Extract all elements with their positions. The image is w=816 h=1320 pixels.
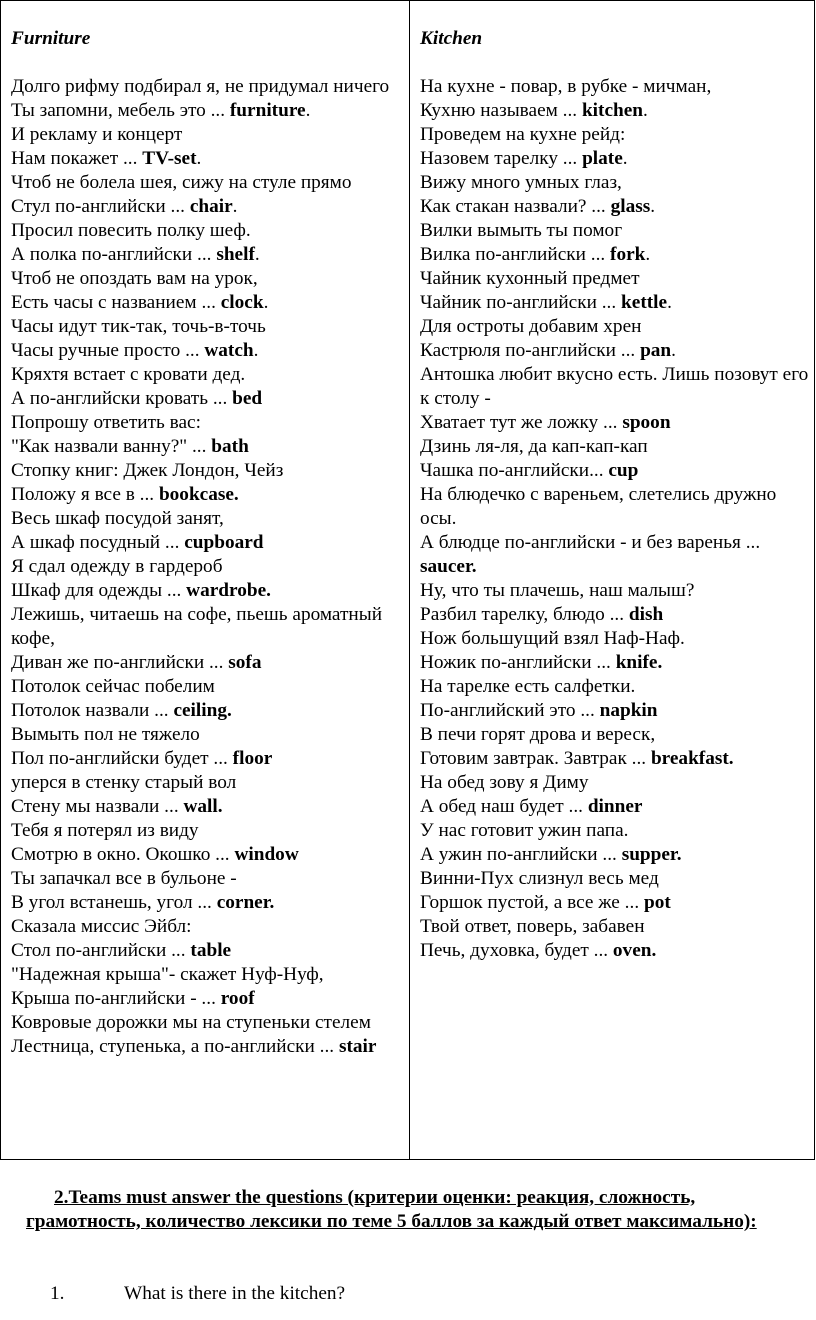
line-text: Для остроты добавим хрен (420, 316, 642, 337)
kitchen-poem-line (420, 939, 814, 963)
english-word: cupboard (184, 532, 264, 553)
english-word: oven. (612, 940, 657, 961)
line-text: Стол по-английски ... (11, 940, 191, 961)
line-text: На тарелке есть салфетки. (420, 676, 636, 697)
line-text: Я сдал одежду в гардероб (11, 556, 223, 577)
line-text: Шкаф для одежды ... (11, 580, 187, 601)
english-word: bath (211, 436, 249, 457)
kitchen-poem-line (420, 123, 814, 147)
furniture-poem-line (11, 99, 409, 123)
furniture-poem-line (11, 195, 409, 219)
kitchen-poem-line (420, 747, 814, 771)
line-text: Назовем тарелку ... (420, 148, 583, 169)
kitchen-poem-line (420, 819, 814, 843)
line-text: Кряхтя встает с кровати дед. (11, 364, 246, 385)
line-text: Чтоб не болела шея, сижу на стуле прямо (11, 172, 352, 193)
kitchen-poem-line (420, 99, 814, 123)
line-text: "Как назвали ванну?" ... (11, 436, 212, 457)
english-word: pot (643, 892, 671, 913)
kitchen-poem-line (420, 459, 814, 483)
english-word: ceiling. (173, 700, 232, 721)
kitchen-poem-line (420, 315, 814, 339)
line-text: Нам покажет ... (11, 148, 143, 169)
line-text: Весь шкаф посудой занят, (11, 508, 224, 529)
line-text: А блюдце по-английски - и без варенья ... (420, 532, 761, 553)
furniture-poem-line (11, 171, 409, 195)
furniture-poem-line (11, 603, 409, 651)
line-text: Стул по-английски ... (11, 196, 190, 217)
line-punctuation: . (263, 292, 269, 313)
line-text: Тебя я потерял из виду (11, 820, 199, 841)
kitchen-poem-line (420, 795, 814, 819)
line-punctuation: . (671, 340, 676, 361)
kitchen-title: Kitchen (420, 28, 483, 49)
english-word: supper. (621, 844, 682, 865)
kitchen-poem-line (420, 723, 814, 747)
line-text: Попрошу ответить вас: (11, 412, 201, 433)
line-text: Винни-Пух слизнул весь мед (420, 868, 659, 889)
furniture-poem-line (11, 243, 409, 267)
line-punctuation: . (650, 196, 656, 217)
kitchen-poem-line (420, 243, 814, 267)
line-punctuation: . (232, 196, 238, 217)
line-text: Проведем на кухне рейд: (420, 124, 626, 145)
line-text: Чайник кухонный предмет (420, 268, 640, 289)
furniture-poem-line (11, 291, 409, 315)
line-text: Ну, что ты плачешь, наш малыш? (420, 580, 695, 601)
line-text: Кухню называем ... (420, 100, 582, 121)
kitchen-poem-line (420, 435, 814, 459)
line-text: Как стакан назвали? ... (420, 196, 611, 217)
line-text: уперся в стенку старый вол (11, 772, 237, 793)
line-text: Лежишь, читаешь на софе, пьешь ароматный кофе, (11, 604, 383, 649)
line-text: И рекламу и концерт (11, 124, 183, 145)
english-word: bed (232, 388, 263, 409)
furniture-poem (11, 75, 409, 1059)
furniture-poem-line (11, 1035, 409, 1059)
furniture-poem-line (11, 411, 409, 435)
line-text: Стопку книг: Джек Лондон, Чейз (11, 460, 284, 481)
english-word: wardrobe. (186, 580, 271, 601)
furniture-poem-line (11, 867, 409, 891)
question-item (50, 1282, 345, 1306)
english-word: roof (220, 988, 255, 1009)
english-word: dinner (587, 796, 643, 817)
kitchen-poem-line (420, 771, 814, 795)
line-text: Вымыть пол не тяжело (11, 724, 200, 745)
kitchen-poem-line (420, 339, 814, 363)
english-word: table (190, 940, 232, 961)
english-word: floor (232, 748, 273, 769)
line-text: Просил повесить полку шеф. (11, 220, 251, 241)
furniture-poem-line (11, 747, 409, 771)
kitchen-poem-line (420, 171, 814, 195)
line-text: В угол встанешь, угол ... (11, 892, 217, 913)
furniture-poem-line (11, 339, 409, 363)
line-text: Крыша по-английски - ... (11, 988, 221, 1009)
line-text: Хватает тут же ложку ... (420, 412, 623, 433)
furniture-poem-line (11, 1011, 409, 1035)
furniture-poem-line (11, 939, 409, 963)
furniture-poem-line (11, 315, 409, 339)
furniture-poem-line (11, 507, 409, 531)
furniture-poem-line (11, 987, 409, 1011)
line-punctuation: . (645, 244, 651, 265)
line-punctuation: . (667, 292, 672, 313)
line-text: Ты запомни, мебель это ... (11, 100, 230, 121)
line-text: Ножик по-английски ... (420, 652, 616, 673)
task-heading: 2.Teams must answer the questions (критерии оценки: реакция, сложность, грамотность, количество лексики по теме 5 баллов за каждый ответ максимально): (26, 1187, 757, 1232)
line-punctuation: . (253, 340, 259, 361)
line-text: Сказала миссис Эйбл: (11, 916, 192, 937)
line-text: Часы ручные просто ... (11, 340, 205, 361)
line-punctuation: . (643, 100, 648, 121)
line-punctuation: . (196, 148, 202, 169)
kitchen-poem-line (420, 627, 814, 651)
english-word: saucer. (420, 556, 477, 577)
furniture-poem-line (11, 363, 409, 387)
english-word: spoon (622, 412, 671, 433)
line-text: А по-английски кровать ... (11, 388, 233, 409)
furniture-title: Furniture (11, 28, 91, 49)
line-text: А полка по-английски ... (11, 244, 217, 265)
furniture-poem-line (11, 579, 409, 603)
line-text: Печь, духовка, будет ... (420, 940, 613, 961)
furniture-poem-line (11, 483, 409, 507)
english-word: kitchen (581, 100, 644, 121)
line-text: Вижу много умных глаз, (420, 172, 622, 193)
line-text: Горшок пустой, а все же ... (420, 892, 644, 913)
kitchen-column (410, 1, 815, 1160)
line-text: Пол по-английски будет ... (11, 748, 233, 769)
line-text: Готовим завтрак. Завтрак ... (420, 748, 651, 769)
line-text: Потолок назвали ... (11, 700, 174, 721)
furniture-poem-line (11, 891, 409, 915)
kitchen-poem-line (420, 867, 814, 891)
line-text: Дзинь ля-ля, да кап-кап-кап (420, 436, 648, 457)
furniture-poem-line (11, 435, 409, 459)
english-word: napkin (599, 700, 658, 721)
furniture-poem-line (11, 459, 409, 483)
line-text: В печи горят дрова и вереск, (420, 724, 656, 745)
line-text: Чтоб не опоздать вам на урок, (11, 268, 258, 289)
question-number: 1. (50, 1283, 65, 1304)
line-text: А ужин по-английски ... (420, 844, 622, 865)
line-text: Потолок сейчас побелим (11, 676, 215, 697)
english-word: pan (640, 340, 672, 361)
line-punctuation: . (622, 148, 628, 169)
english-word: bookcase. (158, 484, 239, 505)
furniture-poem-line (11, 147, 409, 171)
furniture-poem-line (11, 219, 409, 243)
english-word: window (234, 844, 299, 865)
kitchen-poem-line (420, 891, 814, 915)
line-text: Долго рифму подбирал я, не придумал ничего (11, 76, 390, 97)
line-text: У нас готовит ужин папа. (420, 820, 629, 841)
line-text: На обед зову я Диму (420, 772, 589, 793)
english-word: sofa (228, 652, 262, 673)
furniture-poem-line (11, 723, 409, 747)
english-word: glass (610, 196, 651, 217)
kitchen-poem-line (420, 219, 814, 243)
english-word: TV-set (142, 148, 197, 169)
line-text: Чайник по-английски ... (420, 292, 622, 313)
kitchen-poem-line (420, 195, 814, 219)
furniture-poem-line (11, 387, 409, 411)
english-word: plate (582, 148, 623, 169)
line-text: Ты запачкал все в бульоне - (11, 868, 237, 889)
kitchen-poem-line (420, 579, 814, 603)
furniture-poem-line (11, 555, 409, 579)
kitchen-poem-line (420, 75, 814, 99)
kitchen-poem-line (420, 531, 814, 579)
line-text: Вилки вымыть ты помог (420, 220, 623, 241)
kitchen-poem-line (420, 675, 814, 699)
kitchen-poem-line (420, 291, 814, 315)
line-text: Вилка по-английски ... (420, 244, 611, 265)
line-text: Положу я все в ... (11, 484, 159, 505)
furniture-poem-line (11, 699, 409, 723)
line-text: Нож большущий взял Наф-Наф. (420, 628, 685, 649)
line-text: На кухне - повар, в рубке - мичман, (420, 76, 712, 97)
furniture-poem-line (11, 915, 409, 939)
furniture-poem-line (11, 267, 409, 291)
kitchen-poem-line (420, 483, 814, 531)
line-text: Часы идут тик-так, точь-в-точь (11, 316, 266, 337)
line-text: Есть часы с названием ... (11, 292, 221, 313)
english-word: knife. (615, 652, 663, 673)
line-text: Смотрю в окно. Окошко ... (11, 844, 235, 865)
furniture-poem-line (11, 75, 409, 99)
english-word: wall. (183, 796, 223, 817)
line-punctuation: . (254, 244, 260, 265)
furniture-column (1, 1, 410, 1160)
english-word: shelf (216, 244, 255, 265)
english-word: kettle (621, 292, 668, 313)
furniture-poem-line (11, 123, 409, 147)
kitchen-poem-line (420, 363, 814, 411)
furniture-poem-line (11, 795, 409, 819)
furniture-poem-line (11, 651, 409, 675)
line-text: Стену мы назвали ... (11, 796, 184, 817)
line-punctuation: . (305, 100, 311, 121)
furniture-poem-line (11, 675, 409, 699)
kitchen-poem-line (420, 651, 814, 675)
line-text: Лестница, ступенька, а по-английски ... (11, 1036, 339, 1057)
english-word: dish (628, 604, 664, 625)
english-word: stair (338, 1036, 377, 1057)
line-text: Чашка по-английски... (420, 460, 609, 481)
furniture-poem-line (11, 819, 409, 843)
line-text: Твой ответ, поверь, забавен (420, 916, 645, 937)
furniture-poem-line (11, 843, 409, 867)
line-text: А обед наш будет ... (420, 796, 588, 817)
kitchen-poem-line (420, 603, 814, 627)
line-text: Антошка любит вкусно есть. Лишь позовут его к столу - (420, 364, 809, 409)
line-text: На блюдечко с вареньем, слетелись дружно осы. (420, 484, 777, 529)
line-text: Разбил тарелку, блюдо ... (420, 604, 629, 625)
kitchen-poem-line (420, 915, 814, 939)
furniture-poem-line (11, 963, 409, 987)
line-text: Диван же по-английски ... (11, 652, 229, 673)
english-word: watch (204, 340, 254, 361)
kitchen-poem-line (420, 411, 814, 435)
english-word: furniture (229, 100, 306, 121)
furniture-poem-line (11, 771, 409, 795)
english-word: breakfast. (650, 748, 734, 769)
kitchen-poem-line (420, 699, 814, 723)
line-text: "Надежная крыша"- скажет Нуф-Нуф, (11, 964, 324, 985)
line-text: По-английский это ... (420, 700, 600, 721)
line-text: Кастрюля по-английски ... (420, 340, 641, 361)
english-word: corner. (216, 892, 275, 913)
kitchen-poem-line (420, 843, 814, 867)
english-word: fork (610, 244, 646, 265)
furniture-poem-line (11, 531, 409, 555)
line-text: А шкаф посудный ... (11, 532, 185, 553)
kitchen-poem-line (420, 147, 814, 171)
kitchen-poem-line (420, 267, 814, 291)
line-text: Ковровые дорожки мы на ступеньки стелем (11, 1012, 371, 1033)
english-word: clock (220, 292, 264, 313)
english-word: cup (608, 460, 639, 481)
question-text: What is there in the kitchen? (124, 1283, 346, 1304)
kitchen-poem (420, 75, 814, 963)
english-word: chair (189, 196, 233, 217)
